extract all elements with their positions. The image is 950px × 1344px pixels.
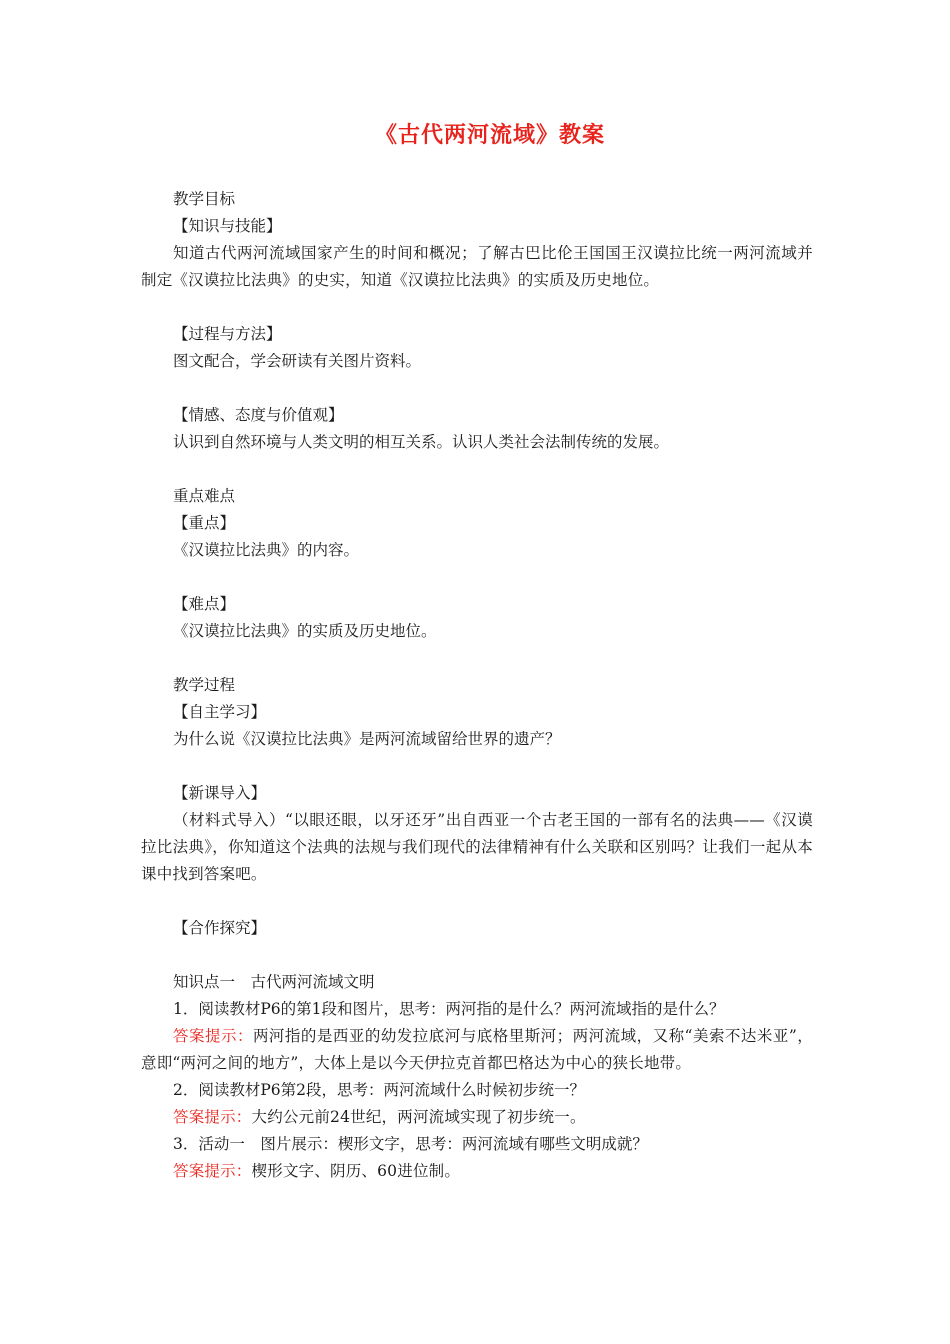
answer-text: 大约公元前24世纪，两河流域实现了初步统一。 — [251, 1108, 586, 1126]
knowledge-heading: 【知识与技能】 — [173, 217, 282, 235]
answer-1 — [141, 1023, 813, 1077]
intro-text: （材料式导入）“以眼还眼，以牙还牙”出自西亚一个古老王国的一部有名的法典——《汉谟拉比法典》，你知道这个法典的法规与我们现代的法律精神有什么关联和区别吗？让我们一起从本课中找到答案吧。 — [141, 811, 813, 883]
answer-hint-label: 答案提示： — [173, 1108, 252, 1126]
knowledge-text: 知道古代两河流域国家产生的时间和概况；了解古巴比伦王国国王汉谟拉比统一两河流域并制定《汉谟拉比法典》的史实，知道《汉谟拉比法典》的实质及历史地位。 — [141, 244, 813, 289]
self-study-text: 为什么说《汉谟拉比法典》是两河流域留给世界的遗产？ — [173, 730, 561, 748]
question-1: 1．阅读教材P6的第1段和图片，思考：两河指的是什么？两河流域指的是什么？ — [173, 1000, 725, 1018]
intro-heading: 【新课导入】 — [173, 784, 267, 802]
difficulty-heading: 【难点】 — [173, 595, 236, 613]
self-study-heading: 【自主学习】 — [173, 703, 267, 721]
cooperation-heading: 【合作探究】 — [173, 919, 267, 937]
focus-heading: 【重点】 — [173, 514, 236, 532]
objectives-heading: 教学目标 — [173, 190, 236, 208]
answer-text: 楔形文字、阴历、60进位制。 — [251, 1162, 461, 1180]
answer-text: 两河指的是西亚的幼发拉底河与底格里斯河；两河流域，又称“美索不达米亚”，意即“两河之间的地方”，大体上是以今天伊拉克首都巴格达为中心的狭长地带。 — [141, 1027, 813, 1072]
document-body — [141, 186, 813, 1185]
difficulty-text: 《汉谟拉比法典》的实质及历史地位。 — [173, 622, 437, 640]
process-text: 图文配合，学会研读有关图片资料。 — [173, 352, 422, 370]
question-2: 2．阅读教材P6第2段，思考：两河流域什么时候初步统一？ — [173, 1081, 586, 1099]
process-heading: 【过程与方法】 — [173, 325, 282, 343]
answer-2 — [141, 1104, 813, 1131]
emotion-heading: 【情感、态度与价值观】 — [173, 406, 344, 424]
key-points-heading: 重点难点 — [173, 487, 236, 505]
answer-hint-label: 答案提示： — [173, 1027, 253, 1045]
knowledge-point-title: 知识点一 古代两河流域文明 — [173, 973, 375, 991]
document-title: 《古代两河流域》教案 — [374, 122, 605, 148]
teaching-process-heading: 教学过程 — [173, 676, 236, 694]
answer-3 — [141, 1158, 813, 1185]
emotion-text: 认识到自然环境与人类文明的相互关系。认识人类社会法制传统的发展。 — [173, 433, 670, 451]
focus-text: 《汉谟拉比法典》的内容。 — [173, 541, 360, 559]
question-3: 3．活动一 图片展示：楔形文字，思考：两河流域有哪些文明成就？ — [173, 1135, 648, 1153]
answer-hint-label: 答案提示： — [173, 1162, 252, 1180]
